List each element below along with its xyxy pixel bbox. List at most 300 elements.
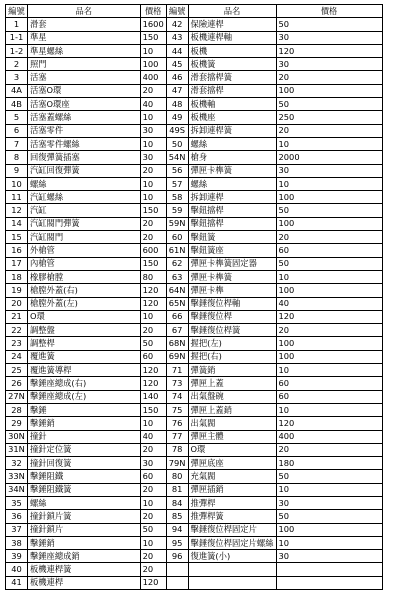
- left-part-code: 12: [6, 204, 28, 217]
- right-part-code: 81: [166, 483, 188, 496]
- right-part-code: 62: [166, 257, 188, 270]
- left-part-name: 汽缸回復彈簧: [27, 164, 140, 177]
- right-part-code: 74: [166, 390, 188, 403]
- right-part-code: 44: [166, 44, 188, 57]
- right-part-code: 67: [166, 324, 188, 337]
- left-part-price: 80: [140, 270, 166, 283]
- right-part-code: 68N: [166, 337, 188, 350]
- left-part-price: 30: [140, 124, 166, 137]
- left-part-price: 20: [140, 164, 166, 177]
- right-part-code: 60: [166, 231, 188, 244]
- table-row: [6, 98, 420, 111]
- right-part-code: 95: [166, 536, 188, 549]
- right-part-name: 擊鈕擋桿: [188, 217, 276, 230]
- right-part-name: 擊錘復位桿: [188, 310, 276, 323]
- left-part-name: 撞針定位簧: [27, 443, 140, 456]
- left-part-code: 1-1: [6, 31, 28, 44]
- right-part-price: 60: [276, 390, 382, 403]
- right-part-price: 100: [276, 284, 382, 297]
- right-part-name: 彈匣底座: [188, 457, 276, 470]
- left-part-name: 擊錘銷: [27, 536, 140, 549]
- right-part-code: 96: [166, 550, 188, 563]
- left-part-price: 20: [140, 324, 166, 337]
- left-part-name: 擊錘阻鐵簧: [27, 483, 140, 496]
- left-part-name: 撞針回復簧: [27, 457, 140, 470]
- left-part-code: 28: [6, 403, 28, 416]
- right-part-name: 板機簧: [188, 58, 276, 71]
- left-part-name: 回復彈簧插塞: [27, 151, 140, 164]
- table-row: [6, 284, 420, 297]
- table-row: [6, 576, 420, 589]
- left-part-name: 汽缸閥門彈簧: [27, 217, 140, 230]
- header-name-right: 品名: [188, 5, 276, 18]
- right-part-code: 48: [166, 98, 188, 111]
- header-price-right: 價格: [276, 5, 382, 18]
- right-part-name: [188, 563, 276, 576]
- right-part-name: 彈匣插銷: [188, 483, 276, 496]
- left-part-name: 板機連桿簧: [27, 563, 140, 576]
- left-part-price: 120: [140, 297, 166, 310]
- right-part-name: 拆卸連桿簧: [188, 124, 276, 137]
- left-part-name: 汽缸螺絲: [27, 191, 140, 204]
- left-part-code: 41: [6, 576, 28, 589]
- left-part-code: 36: [6, 510, 28, 523]
- table-row: [6, 496, 420, 509]
- table-row: [6, 403, 420, 416]
- left-part-code: 5: [6, 111, 28, 124]
- right-part-price: 20: [276, 324, 382, 337]
- right-part-name: 板機: [188, 44, 276, 57]
- left-part-price: 150: [140, 31, 166, 44]
- right-part-code: 78: [166, 443, 188, 456]
- table-row: [6, 563, 420, 576]
- left-part-code: 20: [6, 297, 28, 310]
- table-row: [6, 257, 420, 270]
- table-row: [6, 244, 420, 257]
- table-row: [6, 310, 420, 323]
- left-part-name: 活塞O環座: [27, 98, 140, 111]
- left-part-name: 螺絲: [27, 177, 140, 190]
- left-part-price: 60: [140, 470, 166, 483]
- table-row: [6, 337, 420, 350]
- right-part-price: 400: [276, 430, 382, 443]
- table-row: [6, 124, 420, 137]
- left-part-code: 38: [6, 536, 28, 549]
- left-part-code: 25: [6, 364, 28, 377]
- right-part-code: 79N: [166, 457, 188, 470]
- left-part-code: 31N: [6, 443, 28, 456]
- left-part-code: 9: [6, 164, 28, 177]
- left-part-name: 覆進簧: [27, 350, 140, 363]
- left-part-price: 10: [140, 177, 166, 190]
- left-part-price: 60: [140, 350, 166, 363]
- left-part-price: 10: [140, 496, 166, 509]
- left-part-price: 10: [140, 310, 166, 323]
- right-part-name: 保險連桿: [188, 18, 276, 31]
- left-part-name: 活塞: [27, 71, 140, 84]
- right-part-code: 84: [166, 496, 188, 509]
- left-part-code: 4B: [6, 98, 28, 111]
- left-part-code: 30N: [6, 430, 28, 443]
- right-part-code: 50: [166, 137, 188, 150]
- right-part-name: 擊錘復位桿軸: [188, 297, 276, 310]
- table-row: [6, 71, 420, 84]
- right-part-name: 彈匣卡榫簧: [188, 164, 276, 177]
- left-part-price: 10: [140, 137, 166, 150]
- table-row: [6, 270, 420, 283]
- left-part-code: 26: [6, 377, 28, 390]
- left-part-price: 10: [140, 417, 166, 430]
- left-part-name: 螺絲: [27, 496, 140, 509]
- table-row: [6, 297, 420, 310]
- right-part-name: 板機連桿軸: [188, 31, 276, 44]
- table-row: [6, 324, 420, 337]
- left-part-price: 120: [140, 284, 166, 297]
- left-part-name: 撞針: [27, 430, 140, 443]
- right-part-price: 20: [276, 124, 382, 137]
- right-part-price: 120: [276, 310, 382, 323]
- right-part-price: 10: [276, 364, 382, 377]
- left-part-code: 27N: [6, 390, 28, 403]
- left-part-code: 29: [6, 417, 28, 430]
- left-part-name: 撞針鎖片: [27, 523, 140, 536]
- right-part-price: 10: [276, 403, 382, 416]
- right-part-name: 擊錘復位桿簧: [188, 324, 276, 337]
- left-part-price: 150: [140, 403, 166, 416]
- header-code-right: 編號: [166, 5, 188, 18]
- right-part-code: 43: [166, 31, 188, 44]
- left-part-name: 橡膠槍膛: [27, 270, 140, 283]
- left-part-price: 20: [140, 217, 166, 230]
- left-part-name: 調整桿: [27, 337, 140, 350]
- left-part-name: 擊錘銷: [27, 417, 140, 430]
- left-part-name: 準星螺絲: [27, 44, 140, 57]
- right-part-price: 50: [276, 204, 382, 217]
- left-part-name: 槍膛外蓋(右): [27, 284, 140, 297]
- left-part-code: 32: [6, 457, 28, 470]
- left-part-code: 11: [6, 191, 28, 204]
- table-row: [6, 443, 420, 456]
- right-part-code: 58: [166, 191, 188, 204]
- table-row: [6, 510, 420, 523]
- left-part-price: 120: [140, 576, 166, 589]
- left-part-code: 3: [6, 71, 28, 84]
- table-row: [6, 430, 420, 443]
- header-row: [6, 5, 420, 18]
- left-part-code: 19: [6, 284, 28, 297]
- right-part-code: 57: [166, 177, 188, 190]
- header-price-left: 價格: [140, 5, 166, 18]
- right-part-price: 50: [276, 470, 382, 483]
- left-part-name: 調整盤: [27, 324, 140, 337]
- right-part-price: 30: [276, 31, 382, 44]
- left-part-price: 600: [140, 244, 166, 257]
- right-part-name: 彈匣卡榫簧: [188, 270, 276, 283]
- right-part-name: 握把(左): [188, 337, 276, 350]
- right-part-code: 46: [166, 71, 188, 84]
- right-part-code: 80: [166, 470, 188, 483]
- table-row: [6, 417, 420, 430]
- left-part-code: 17: [6, 257, 28, 270]
- left-part-name: 活塞蓋螺絲: [27, 111, 140, 124]
- right-part-price: 20: [276, 231, 382, 244]
- right-part-code: 75: [166, 403, 188, 416]
- parts-table: [5, 4, 420, 590]
- left-part-price: 50: [140, 523, 166, 536]
- right-part-price: 250: [276, 111, 382, 124]
- right-part-name: 彈匣卡榫簧固定器: [188, 257, 276, 270]
- right-part-name: 推彈桿簧: [188, 510, 276, 523]
- right-part-name: O環: [188, 443, 276, 456]
- right-part-price: 100: [276, 84, 382, 97]
- right-part-price: 10: [276, 137, 382, 150]
- right-part-price: 30: [276, 496, 382, 509]
- table-row: [6, 483, 420, 496]
- left-part-price: 10: [140, 111, 166, 124]
- right-part-price: 10: [276, 483, 382, 496]
- left-part-name: 撞針鎖片簧: [27, 510, 140, 523]
- table-row: [6, 457, 420, 470]
- right-part-name: [188, 576, 276, 589]
- left-part-code: 1-2: [6, 44, 28, 57]
- right-part-code: 59N: [166, 217, 188, 230]
- left-part-name: 活塞零件: [27, 124, 140, 137]
- left-part-price: 120: [140, 364, 166, 377]
- right-part-name: 充氣閥: [188, 470, 276, 483]
- right-part-name: 彈匣卡榫: [188, 284, 276, 297]
- right-part-name: 螺絲: [188, 137, 276, 150]
- right-part-name: 彈匣上蓋: [188, 377, 276, 390]
- table-row: [6, 350, 420, 363]
- left-part-code: 39: [6, 550, 28, 563]
- left-part-code: 22: [6, 324, 28, 337]
- right-part-name: 擊錘復位桿固定片: [188, 523, 276, 536]
- right-part-name: 彈匣主體: [188, 430, 276, 443]
- right-part-code: 65N: [166, 297, 188, 310]
- left-part-price: 40: [140, 430, 166, 443]
- left-part-code: 37: [6, 523, 28, 536]
- right-part-code: 61N: [166, 244, 188, 257]
- left-part-code: 7: [6, 137, 28, 150]
- right-part-code: 42: [166, 18, 188, 31]
- right-part-price: 120: [276, 417, 382, 430]
- left-part-price: 120: [140, 377, 166, 390]
- right-part-code: 49S: [166, 124, 188, 137]
- right-part-code: 71: [166, 364, 188, 377]
- table-row: [6, 550, 420, 563]
- left-part-name: 照門: [27, 58, 140, 71]
- left-part-name: 汽缸閥門: [27, 231, 140, 244]
- left-part-code: 14: [6, 217, 28, 230]
- left-part-code: 16: [6, 244, 28, 257]
- right-part-price: 100: [276, 217, 382, 230]
- right-part-price: 50: [276, 98, 382, 111]
- left-part-code: 35: [6, 496, 28, 509]
- right-part-code: 63: [166, 270, 188, 283]
- left-part-code: 40: [6, 563, 28, 576]
- left-part-price: 20: [140, 563, 166, 576]
- parts-price-sheet: [5, 4, 420, 590]
- right-part-price: 120: [276, 44, 382, 57]
- right-part-code: 49: [166, 111, 188, 124]
- left-part-price: 20: [140, 443, 166, 456]
- right-part-code: 69N: [166, 350, 188, 363]
- right-part-code: 47: [166, 84, 188, 97]
- left-part-price: 20: [140, 510, 166, 523]
- left-part-name: 內槍管: [27, 257, 140, 270]
- table-row: [6, 217, 420, 230]
- right-part-name: 螺絲: [188, 177, 276, 190]
- parts-table-body: [6, 18, 420, 590]
- right-part-name: 板機座: [188, 111, 276, 124]
- right-part-code: 54N: [166, 151, 188, 164]
- right-part-code: 64N: [166, 284, 188, 297]
- right-part-price: 50: [276, 510, 382, 523]
- table-row: [6, 177, 420, 190]
- right-part-name: 彈簧銷: [188, 364, 276, 377]
- left-part-code: 8: [6, 151, 28, 164]
- right-part-price: 30: [276, 164, 382, 177]
- right-part-price: 30: [276, 58, 382, 71]
- left-part-price: 50: [140, 337, 166, 350]
- left-part-price: 20: [140, 84, 166, 97]
- right-part-code: [166, 563, 188, 576]
- right-part-name: 板機軸: [188, 98, 276, 111]
- right-part-name: 彈匣上蓋銷: [188, 403, 276, 416]
- right-part-code: 66: [166, 310, 188, 323]
- left-part-name: O環: [27, 310, 140, 323]
- right-part-code: [166, 576, 188, 589]
- left-part-price: 150: [140, 257, 166, 270]
- right-part-name: 擊錘復位桿固定片螺絲: [188, 536, 276, 549]
- left-part-price: 1600: [140, 18, 166, 31]
- right-part-name: 出氣閥: [188, 417, 276, 430]
- right-part-name: 滑套擋桿: [188, 84, 276, 97]
- left-part-code: 34N: [6, 483, 28, 496]
- left-part-name: 板機連桿: [27, 576, 140, 589]
- right-part-name: 槍身: [188, 151, 276, 164]
- left-part-name: 汽缸: [27, 204, 140, 217]
- left-part-price: 10: [140, 44, 166, 57]
- table-row: [6, 58, 420, 71]
- left-part-code: 10: [6, 177, 28, 190]
- right-part-name: 擊鈕簧: [188, 231, 276, 244]
- left-part-name: 準星: [27, 31, 140, 44]
- left-part-name: 覆進簧導桿: [27, 364, 140, 377]
- table-row: [6, 18, 420, 31]
- table-row: [6, 377, 420, 390]
- right-part-price: 10: [276, 177, 382, 190]
- left-part-code: 23: [6, 337, 28, 350]
- left-part-price: 30: [140, 457, 166, 470]
- right-part-price: 20: [276, 443, 382, 456]
- right-part-price: 10: [276, 270, 382, 283]
- right-part-name: 出氣盤碗: [188, 390, 276, 403]
- left-part-name: 活塞O環: [27, 84, 140, 97]
- right-part-price: 20: [276, 71, 382, 84]
- right-part-price: 100: [276, 337, 382, 350]
- right-part-price: 100: [276, 191, 382, 204]
- left-part-code: 24: [6, 350, 28, 363]
- left-part-name: 擊錘座總成(右): [27, 377, 140, 390]
- left-part-code: 6: [6, 124, 28, 137]
- right-part-price: 180: [276, 457, 382, 470]
- table-row: [6, 84, 420, 97]
- left-part-code: 18: [6, 270, 28, 283]
- right-part-name: 拆卸連桿: [188, 191, 276, 204]
- left-part-name: 擊錘座總成(左): [27, 390, 140, 403]
- right-part-name: 推彈桿: [188, 496, 276, 509]
- right-part-price: 50: [276, 18, 382, 31]
- right-part-code: 85: [166, 510, 188, 523]
- right-part-price: 30: [276, 550, 382, 563]
- left-part-name: 槍膛外蓋(左): [27, 297, 140, 310]
- left-part-price: 20: [140, 483, 166, 496]
- right-part-name: 復進簧(小): [188, 550, 276, 563]
- right-part-code: 76: [166, 417, 188, 430]
- table-row: [6, 536, 420, 549]
- left-part-price: 100: [140, 58, 166, 71]
- right-part-code: 73: [166, 377, 188, 390]
- left-part-code: 21: [6, 310, 28, 323]
- left-part-code: 4A: [6, 84, 28, 97]
- table-row: [6, 231, 420, 244]
- header-code-left: 編號: [6, 5, 28, 18]
- table-row: [6, 364, 420, 377]
- table-row: [6, 31, 420, 44]
- left-part-price: 20: [140, 231, 166, 244]
- table-row: [6, 470, 420, 483]
- right-part-name: 擊鈕擋桿: [188, 204, 276, 217]
- left-part-price: 400: [140, 71, 166, 84]
- right-part-name: 滑套擋桿簧: [188, 71, 276, 84]
- table-row: [6, 191, 420, 204]
- table-row: [6, 204, 420, 217]
- left-part-price: 40: [140, 98, 166, 111]
- right-part-price: [276, 563, 382, 576]
- table-row: [6, 523, 420, 536]
- left-part-price: 140: [140, 390, 166, 403]
- header-name-left: 品名: [27, 5, 140, 18]
- table-row: [6, 390, 420, 403]
- right-part-name: 握把(右): [188, 350, 276, 363]
- right-part-price: 10: [276, 536, 382, 549]
- right-part-price: 100: [276, 523, 382, 536]
- right-part-price: 2000: [276, 151, 382, 164]
- left-part-name: 滑套: [27, 18, 140, 31]
- table-row: [6, 137, 420, 150]
- left-part-price: 10: [140, 191, 166, 204]
- left-part-code: 1: [6, 18, 28, 31]
- right-part-price: 100: [276, 350, 382, 363]
- table-row: [6, 164, 420, 177]
- right-part-price: 50: [276, 257, 382, 270]
- right-part-code: 77: [166, 430, 188, 443]
- right-part-price: 40: [276, 297, 382, 310]
- right-part-price: 60: [276, 244, 382, 257]
- left-part-name: 擊錘阻鐵: [27, 470, 140, 483]
- left-part-price: 30: [140, 151, 166, 164]
- left-part-price: 150: [140, 204, 166, 217]
- right-part-name: 擊鈕簧座: [188, 244, 276, 257]
- right-part-code: 56: [166, 164, 188, 177]
- table-row: [6, 111, 420, 124]
- left-part-name: 擊錘: [27, 403, 140, 416]
- table-row: [6, 44, 420, 57]
- left-part-code: 33N: [6, 470, 28, 483]
- right-part-code: 59: [166, 204, 188, 217]
- left-part-code: 2: [6, 58, 28, 71]
